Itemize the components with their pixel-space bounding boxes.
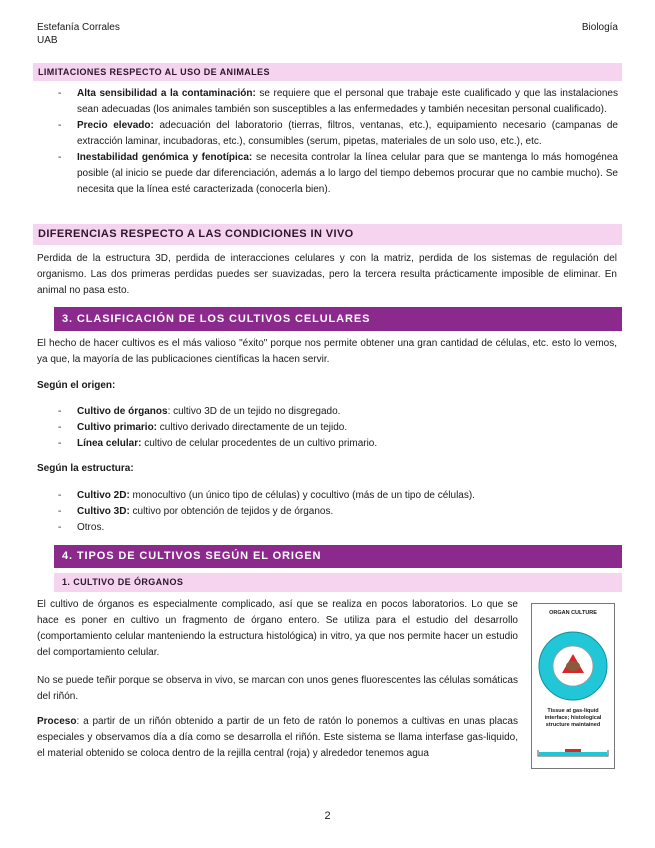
subject-name: Biología	[581, 22, 618, 33]
list-item: - Línea celular: cultivo de celular procedentes de un cultivo primario.	[58, 436, 618, 452]
organos-paragraph-1: El cultivo de órganos es especialmente complicado, así que se realiza en pocos laboratorios. Lo que se hace es poner en cultivo un fragmento de órgano entero. Se utiliza para el estudio del desarrollo (comportamiento celular manteniendo la estructura histológica) in vitro, ya que nos permite hacer un estudio del comportamiento celular.	[37, 599, 518, 658]
list-item: - Precio elevado: adecuación del laboratorio (tierras, filtros, ventanas, etc.), equipamiento necesario (campanas de extracción laminar, incubadoras, etc.), consumibles (serum, pipetas, materiales de un solo uso, etc.), etc.	[58, 118, 618, 150]
organ-culture-illustration	[532, 604, 614, 764]
list-item: - Cultivo de órganos: cultivo 3D de un tejido no disgregado.	[58, 404, 618, 420]
subsection-heading-organos: 1. CULTIVO DE ÓRGANOS	[54, 573, 622, 592]
organos-paragraph-3: Proceso: a partir de un riñón obtenido a partir de un feto de ratón lo ponemos a cultivas en unas placas especiales y observamos día a día como se desarrolla el riñón. Este sistema se llama interfase gas-liquido, el material obtenido se coloca dentro de la rejilla central (roja) y alrededor tenemos agua	[37, 716, 518, 759]
origen-list	[58, 404, 618, 452]
list-item: - Alta sensibilidad a la contaminación: se requiere que el personal que trabaje este cualificado y que las instalaciones sean adecuadas (los animales también son susceptibles a las enfermedades y también necesitan personal cualificado).	[58, 86, 618, 118]
subheading-origen: Según el origen:	[37, 380, 116, 391]
list-item: - Inestabilidad genómica y fenotípica: se necesita controlar la línea celular para que se mantenga lo más homogénea posible (al inicio se puede dar diferenciación, además a lo largo del tiempo debemos procurar que no cambie mucho). Se necesita que la línea esté caracterizada (conocerla bien).	[58, 150, 618, 198]
clasificacion-intro: El hecho de hacer cultivos es el más valioso "éxito" porque nos permite obtener una gran cantidad de células, etc. esto lo vemos, ya que, la mayoría de las publicaciones científicas la hacen servir.	[37, 338, 617, 365]
section-heading-limitaciones: LIMITACIONES RESPECTO AL USO DE ANIMALES	[33, 63, 622, 81]
figure-title: ORGAN CULTURE	[549, 610, 597, 616]
tissue-fragment	[566, 661, 580, 671]
page-number: 2	[324, 810, 331, 822]
list-item: - Cultivo primario: cultivo derivado directamente de un tejido.	[58, 420, 618, 436]
author-name: Estefanía Corrales	[37, 22, 120, 33]
grid-side	[565, 749, 581, 752]
organos-paragraph-2: No se puede teñir porque se observa in vivo, se marcan con unos genes fluorescentes las células somáticas del riñón.	[37, 675, 518, 702]
section-heading-diferencias: DIFERENCIAS RESPECTO A LAS CONDICIONES IN VIVO	[33, 224, 622, 245]
section-heading-tipos: 4. TIPOS DE CULTIVOS SEGÚN EL ORIGEN	[54, 545, 622, 568]
organ-culture-figure	[531, 603, 615, 769]
diferencias-paragraph: Perdida de la estructura 3D, perdida de interacciones celulares y con la matriz, perdida de los sistemas de regulación del organismo. Las dos primeras perdidas puedes ser suavizadas, pero la tercera resulta prácticamente imposible de eliminar. En animal no pasa esto.	[37, 253, 617, 296]
list-item: - Otros.	[58, 520, 618, 536]
estructura-list	[58, 488, 618, 536]
dish-medium-side	[539, 752, 607, 756]
institution: UAB	[37, 35, 58, 46]
list-item: - Cultivo 2D: monocultivo (un único tipo de células) y cocultivo (más de un tipo de células).	[58, 488, 618, 504]
list-item: - Cultivo 3D: cultivo por obtención de tejidos y de órganos.	[58, 504, 618, 520]
section-heading-clasificacion: 3. CLASIFICACIÓN DE LOS CULTIVOS CELULARES	[54, 307, 622, 331]
subheading-estructura: Según la estructura:	[37, 463, 134, 474]
figure-caption: Tissue at gas-liquid interface; histological structure maintained	[544, 708, 602, 728]
limitaciones-list	[58, 86, 618, 198]
